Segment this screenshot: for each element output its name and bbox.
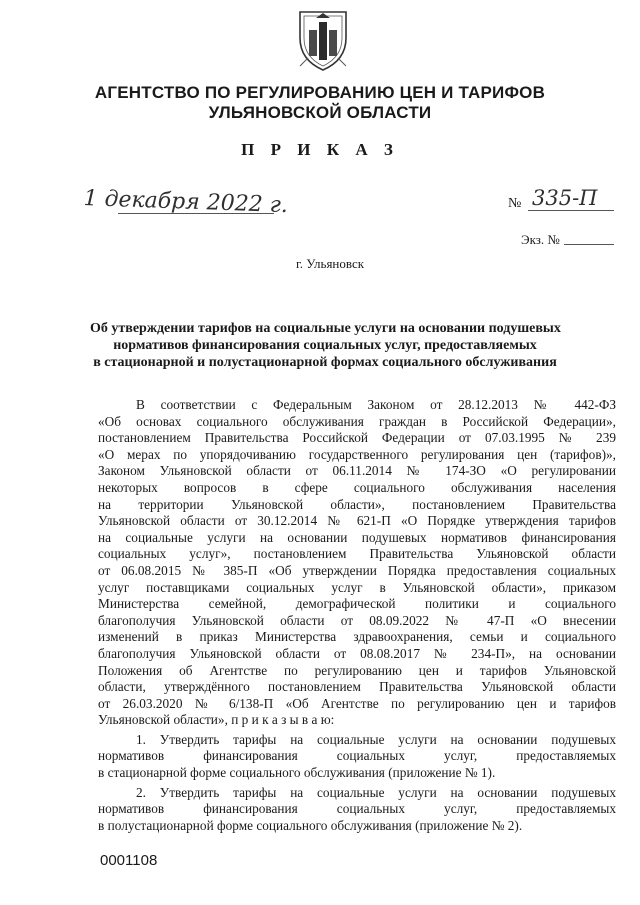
agency-name-line1: АГЕНТСТВО ПО РЕГУЛИРОВАНИЮ ЦЕН И ТАРИФОВ [94, 83, 546, 102]
number-underline [528, 210, 614, 211]
preamble-line: Министерства семейной, демографической политики и социального [98, 596, 616, 612]
preamble-line: постановлением Правительства Российской Федерации от 07.03.1995 № 239 [98, 430, 616, 446]
order-date-handwritten: 1 декабря 2022 г. [83, 186, 289, 219]
order-title-line: Об утверждении тарифов на социальные услуги на основании подушевых [90, 321, 561, 336]
order-title-line: в стационарной и полустационарной формах социального обслуживания [93, 355, 557, 370]
coat-of-arms-icon [294, 8, 352, 72]
city: г. Ульяновск [295, 256, 365, 271]
order-item-line: в стационарной форме социального обслуживания (приложение № 1). [98, 765, 496, 781]
copy-number-blank [564, 244, 614, 245]
serial-number: 0001108 [100, 852, 158, 869]
preamble-line: Законом Ульяновской области от 06.11.2014 № 174-ЗО «О регулировании [98, 463, 616, 479]
order-item-line: в полустационарной форме социального обслуживания (приложение № 2). [98, 817, 523, 833]
preamble-line: услуг поставщиками социальных услуг в Ульяновской области», приказом [98, 579, 616, 595]
preamble-line: области, утверждённого постановлением Правительства Ульяновской области [98, 679, 616, 695]
date-underline [118, 213, 274, 214]
order-item-line: 2. Утвердить тарифы на социальные услуги на основании подушевых [136, 784, 616, 800]
agency-name-line2: УЛЬЯНОВСКОЙ ОБЛАСТИ [208, 103, 432, 122]
document-type: П Р И К А З [241, 140, 399, 159]
preamble-line: Ульяновской области», п р и к а з ы в а ю: [98, 712, 335, 728]
preamble-line: от 26.03.2020 № 6/138-П «Об Агентстве по регулированию цен и тарифов [98, 695, 616, 711]
order-title [90, 320, 560, 371]
preamble-line: «О мерах по упорядочиванию государственного регулирования цен (тарифов)», [98, 446, 616, 462]
order-item-line: 1. Утвердить тарифы на социальные услуги на основании подушевых [136, 731, 616, 747]
copy-number-label: Экз. № [521, 232, 560, 247]
order-item-line: нормативов финансирования социальных услуг, предоставляемых [98, 748, 616, 764]
preamble-line: изменений в приказ Министерства здравоохранения, семьи и социального [98, 629, 616, 645]
preamble-line: «Об основах социального обслуживания граждан в Российской Федерации», [98, 413, 616, 429]
order-item-line: нормативов финансирования социальных услуг, предоставляемых [98, 801, 616, 817]
preamble-line: от 06.08.2015 № 385-П «Об утверждении Порядка предоставления социальных [98, 562, 616, 578]
preamble-line: на социальные услуги на основании подушевых нормативов финансирования [98, 529, 616, 545]
preamble-line: на территории Ульяновской области», постановлением Правительства [98, 496, 616, 512]
preamble-line: социальных услуг», постановлением Правительства Ульяновской области [98, 546, 616, 562]
preamble-line: благополучия Ульяновской области от 08.08.2017 № 234-П», на основании [98, 645, 616, 661]
preamble-line: благополучия Ульяновской области от 08.09.2022 № 47-П «О внесении [98, 612, 616, 628]
preamble-line: В соответствии с Федеральным Законом от 28.12.2013 № 442-ФЗ [136, 397, 616, 412]
order-body [98, 397, 616, 834]
order-title-line: нормативов финансирования социальных услуг, предоставляемых [113, 338, 537, 353]
order-number-label: № [508, 196, 522, 211]
preamble-line: некоторых вопросов в сфере социального обслуживания населения [98, 479, 616, 495]
preamble-line: Ульяновской области от 30.12.2014 № 621-П «О Порядке утверждения тарифов [98, 513, 616, 529]
preamble-line: Положения об Агентстве по регулированию цен и тарифов Ульяновской [98, 662, 616, 678]
order-number-handwritten: 335-П [532, 186, 598, 210]
